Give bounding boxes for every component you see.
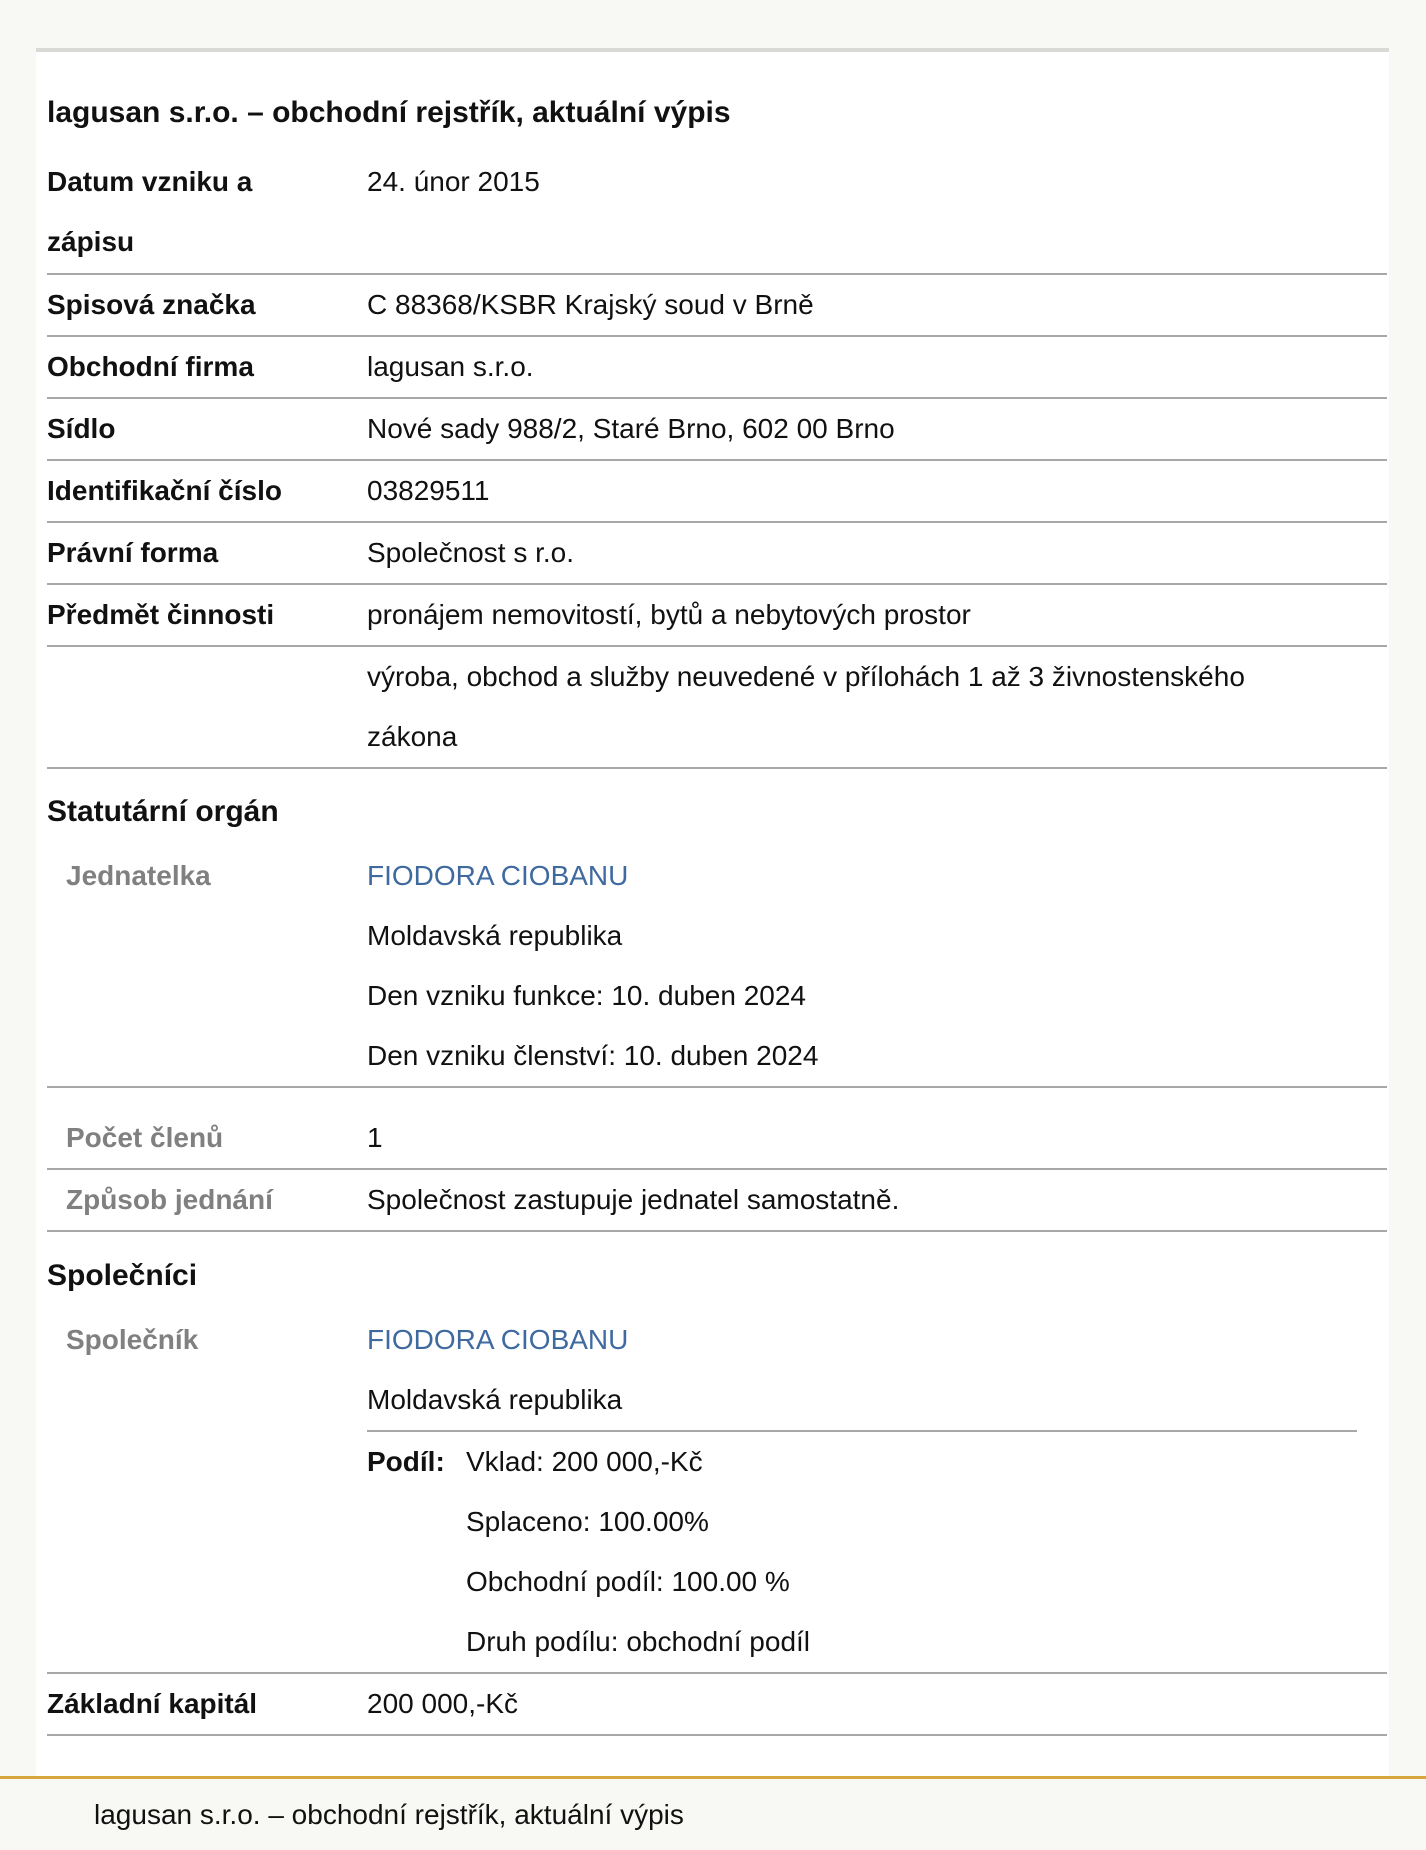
row-divider [47,767,1387,769]
label-pravni-forma: Právní forma [47,537,219,568]
value-obchodni-firma: lagusan s.r.o. [367,351,534,382]
jednatelka-clenstvi: Den vzniku členství: 10. duben 2024 [367,1040,819,1071]
label-obchodni-firma: Obchodní firma [47,351,254,382]
label-datum-vzniku-l2: zápisu [47,226,135,257]
label-podil: Podíl: [367,1446,445,1477]
spolecnik-country: Moldavská republika [367,1384,623,1415]
value-spisova-znacka: C 88368/KSBR Krajský soud v Brně [367,289,814,320]
label-sidlo: Sídlo [47,413,116,444]
page-title: lagusan s.r.o. – obchodní rejstřík, aktuální výpis [47,96,731,129]
row-divider [47,1230,1387,1232]
row-divider [47,1734,1387,1736]
value-zakladni-kapital: 200 000,-Kč [367,1688,518,1719]
spolecnik-name-link[interactable]: FIODORA CIOBANU [367,1324,629,1355]
jednatelka-name-link[interactable]: FIODORA CIOBANU [367,860,629,891]
label-zakladni-kapital: Základní kapitál [47,1688,258,1719]
row-divider [47,521,1387,523]
label-spolecnik: Společník [66,1324,199,1355]
label-predmet-cinnosti: Předmět činnosti [47,599,275,630]
jednatelka-country: Moldavská republika [367,920,623,951]
jednatelka-name [367,846,628,906]
value-pocet-clenu: 1 [367,1122,383,1153]
label-jednatelka: Jednatelka [66,860,211,891]
label-spisova-znacka: Spisová značka [47,289,256,320]
label-pocet-clenu: Počet členů [66,1122,224,1153]
value-pravni-forma: Společnost s r.o. [367,537,575,568]
row-divider [47,1086,1387,1088]
footer-title: lagusan s.r.o. – obchodní rejstřík, aktuální výpis [94,1799,684,1830]
value-predmet-cinnosti-2-cont: zákona [367,721,458,752]
label-identifikacni-cislo: Identifikační číslo [47,475,282,506]
value-zpusob-jednani: Společnost zastupuje jednatel samostatně. [367,1184,900,1215]
value-obchodni-podil: Obchodní podíl: 100.00 % [466,1566,790,1597]
value-datum-vzniku: 24. únor 2015 [367,166,540,197]
value-druh-podilu: Druh podílu: obchodní podíl [466,1626,811,1657]
label-datum-vzniku: Datum vzniku a [47,166,253,197]
value-sidlo: Nové sady 988/2, Staré Brno, 602 00 Brno [367,413,895,444]
spolecnik-name [367,1310,628,1370]
jednatelka-funkce: Den vzniku funkce: 10. duben 2024 [367,980,806,1011]
value-predmet-cinnosti-1: pronájem nemovitostí, bytů a nebytových prostor [367,599,971,630]
value-predmet-cinnosti-2: výroba, obchod a služby neuvedené v přílohách 1 až 3 živnostenského [367,661,1245,692]
value-identifikacni-cislo: 03829511 [367,475,490,506]
value-vklad: Vklad: 200 000,-Kč [466,1446,703,1477]
section-statutarni-organ: Statutární orgán [47,795,279,828]
section-spolecnici: Společníci [47,1259,198,1292]
value-splaceno: Splaceno: 100.00% [466,1506,709,1537]
label-zpusob-jednani: Způsob jednání [66,1184,273,1215]
